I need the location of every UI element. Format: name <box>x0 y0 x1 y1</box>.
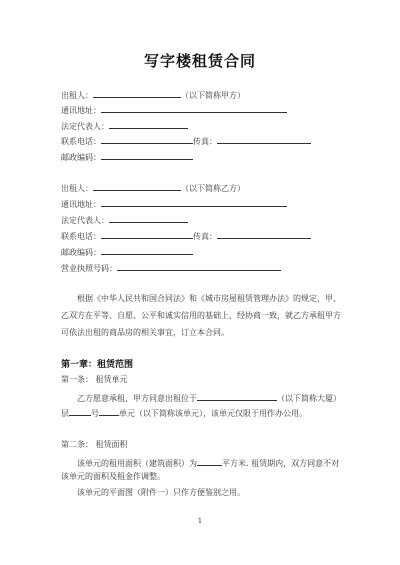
article1-line1-text: 乙方愿意承租，甲方同意出租位于 <box>77 394 197 403</box>
article1-line2-text: 单元（以下简称该单元），该单元仅限于用作办公用。 <box>119 409 307 418</box>
lessor-rep-row <box>61 120 188 132</box>
lessor-fax-label: 传真： <box>193 137 217 146</box>
lessee-rep-blank <box>109 214 188 223</box>
lessor-row <box>61 89 245 101</box>
lessee-phone-row <box>61 230 311 242</box>
lessee-rep-label: 法定代表人： <box>61 216 109 225</box>
lessee-license-row <box>61 262 281 274</box>
lessee-address-blank <box>101 198 287 207</box>
lessee-address-row <box>61 198 287 210</box>
lessee-label: 出租人： <box>61 184 93 193</box>
lessee-phone-label: 联系电话： <box>61 232 101 241</box>
article2-line1 <box>77 457 339 469</box>
lessee-fax-label: 传真： <box>193 232 217 241</box>
lessor-address-blank <box>101 104 287 113</box>
article2-line1-suffix: 平方米. 租赁期内，双方同意不对 <box>222 459 340 468</box>
document-title: 写字楼租赁合同 <box>143 52 256 70</box>
lessee-row <box>61 182 245 194</box>
lessee-phone-blank <box>101 230 193 239</box>
number-blank <box>99 407 119 416</box>
lessor-fax-blank <box>217 135 311 144</box>
lessee-license-blank <box>117 262 281 271</box>
floor-blank <box>69 407 91 416</box>
lessee-suffix: （以下简称乙方） <box>181 184 245 193</box>
lessor-label: 出租人： <box>61 91 93 100</box>
lessee-postcode-row <box>61 246 193 258</box>
lessee-address-label: 通讯地址： <box>61 200 101 209</box>
article1-line2 <box>61 407 307 419</box>
preamble-paragraph: 根据《中华人民共和国合同法》和《城市房屋租赁管理办法》的规定，甲、乙双方在平等、自愿、公平和诚实信用的基础上，经协商一致，就乙方承租甲方可依法出租的商品房的相关事宜，订立本合同。 <box>61 294 341 337</box>
lessor-address-row <box>61 104 287 116</box>
lessor-name-blank <box>93 89 181 98</box>
building-location-blank <box>197 392 277 401</box>
article1-title: 第一条： 租赁单元 <box>61 375 128 384</box>
article1-line1-suffix: （以下简称大厦） <box>277 394 341 403</box>
article2-line3: 该单元的平面图（附件一）只作方便鉴别之用。 <box>77 488 245 497</box>
lessor-postcode-blank <box>101 151 193 160</box>
lessee-name-blank <box>93 182 181 191</box>
page-number: 1 <box>197 517 203 525</box>
article2-line1-text: 该单元的租用面积（建筑面积）为 <box>77 459 197 468</box>
lessee-fax-blank <box>217 230 311 239</box>
article2-line2: 该单元的面积及租金作调整。 <box>61 472 165 481</box>
floor-label: 层 <box>61 409 69 418</box>
lessor-postcode-row <box>61 151 193 163</box>
lessor-suffix: （以下简称甲方） <box>181 91 245 100</box>
lessor-phone-blank <box>101 135 193 144</box>
lessor-rep-label: 法定代表人： <box>61 122 109 131</box>
chapter-heading: 第一章：租赁范围 <box>61 360 134 370</box>
number-label: 号 <box>91 409 99 418</box>
lessor-phone-row <box>61 135 311 147</box>
area-blank <box>197 457 222 466</box>
lessor-phone-label: 联系电话： <box>61 137 101 146</box>
lessee-license-label: 营业执照号码： <box>61 264 117 273</box>
lessee-rep-row <box>61 214 188 226</box>
lessee-postcode-blank <box>101 246 193 255</box>
article1-line1 <box>77 392 341 404</box>
lessor-postcode-label: 邮政编码： <box>61 153 101 162</box>
lessor-rep-blank <box>109 120 188 129</box>
lessor-address-label: 通讯地址： <box>61 106 101 115</box>
lessee-postcode-label: 邮政编码： <box>61 248 101 257</box>
article2-title: 第二条： 租赁面积 <box>61 440 128 449</box>
